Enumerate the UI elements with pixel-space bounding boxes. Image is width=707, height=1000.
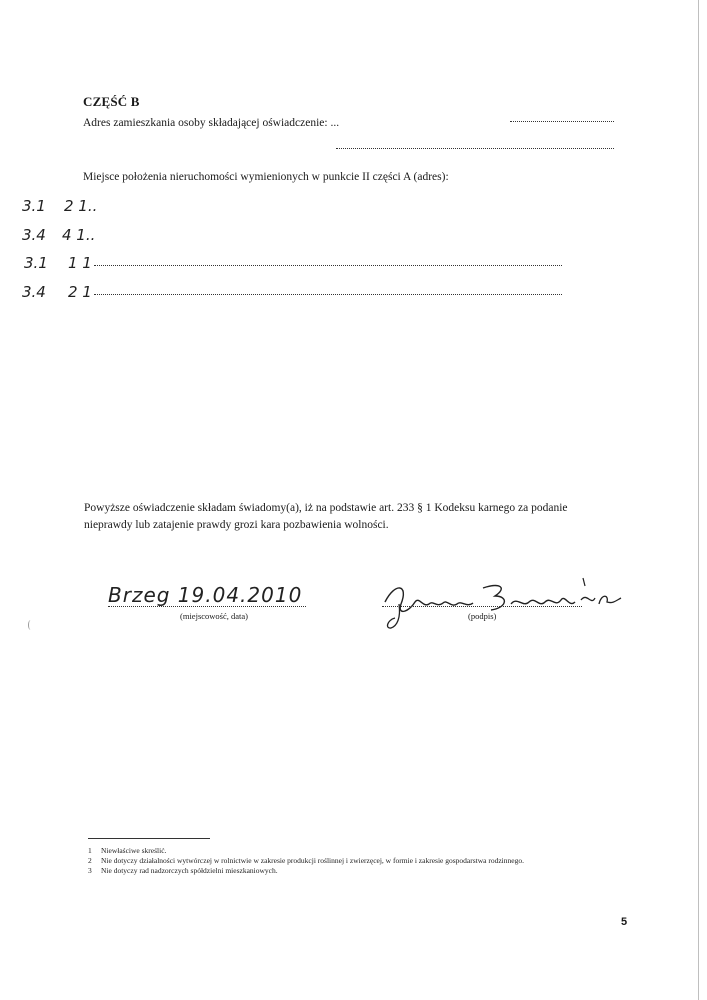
signature-caption: (podpis) [468,611,497,621]
page-number: 5 [621,916,628,928]
property-entry-value-1: 2 1.. [64,197,98,215]
property-entry-prefix-1: 3.1 [22,197,46,215]
property-location-label: Miejsce położenia nieruchomości wymienionych w punkcie II części A (adres): [83,171,449,183]
section-heading: CZĘŚĆ B [83,94,140,109]
footnote-number: 3 [88,866,92,875]
statement-line-2: nieprawdy lub zatajenie prawdy grozi kara pozbawienia wolności. [84,519,389,531]
property-entry-value-2: 4 1.. [62,226,96,244]
property-entry-value-3: 1 1 [68,254,92,272]
place-date-handwritten: Brzeg 19.04.2010 [108,583,303,607]
scan-edge-line [698,0,699,1000]
handwritten-signature [375,574,625,630]
property-entry-prefix-3: 3.1 [24,254,48,272]
footnote-number: 2 [88,856,92,865]
property-entry-prefix-4: 3.4 [22,283,46,301]
signature-dotted-line [382,606,582,607]
property-entry-prefix-2: 3.4 [22,226,46,244]
address-dotted-line-2 [336,148,614,149]
place-date-caption: (miejscowość, data) [180,611,248,621]
footnote-number: 1 [88,846,92,855]
footnote-text: Niewłaściwe skreślić. [101,846,167,855]
statement-line-1: Powyższe oświadczenie składam świadomy(a), iż na podstawie art. 233 § 1 Kodeksu karnego za podanie [84,502,568,514]
footnote-2 [88,856,524,865]
address-dotted-line-1 [510,121,614,122]
footnote-text: Nie dotyczy rad nadzorczych spółdzielni mieszkaniowych. [101,866,278,875]
property-dotted-line-4 [94,294,562,295]
address-label: Adres zamieszkania osoby składającej oświadczenie: ... [83,117,340,129]
footnote-3 [88,866,278,875]
place-date-dotted-line [108,606,306,607]
property-dotted-line-3 [94,265,562,266]
footnote-separator [88,838,210,839]
scan-mark [28,620,33,630]
footnote-text: Nie dotyczy działalności wytwórczej w rolnictwie w zakresie produkcji roślinnej i zwierzęcej, w formie i zakresie gospodarstwa rodzinnego. [101,856,524,865]
footnote-1 [88,846,166,855]
property-entry-value-4: 2 1 [68,283,92,301]
